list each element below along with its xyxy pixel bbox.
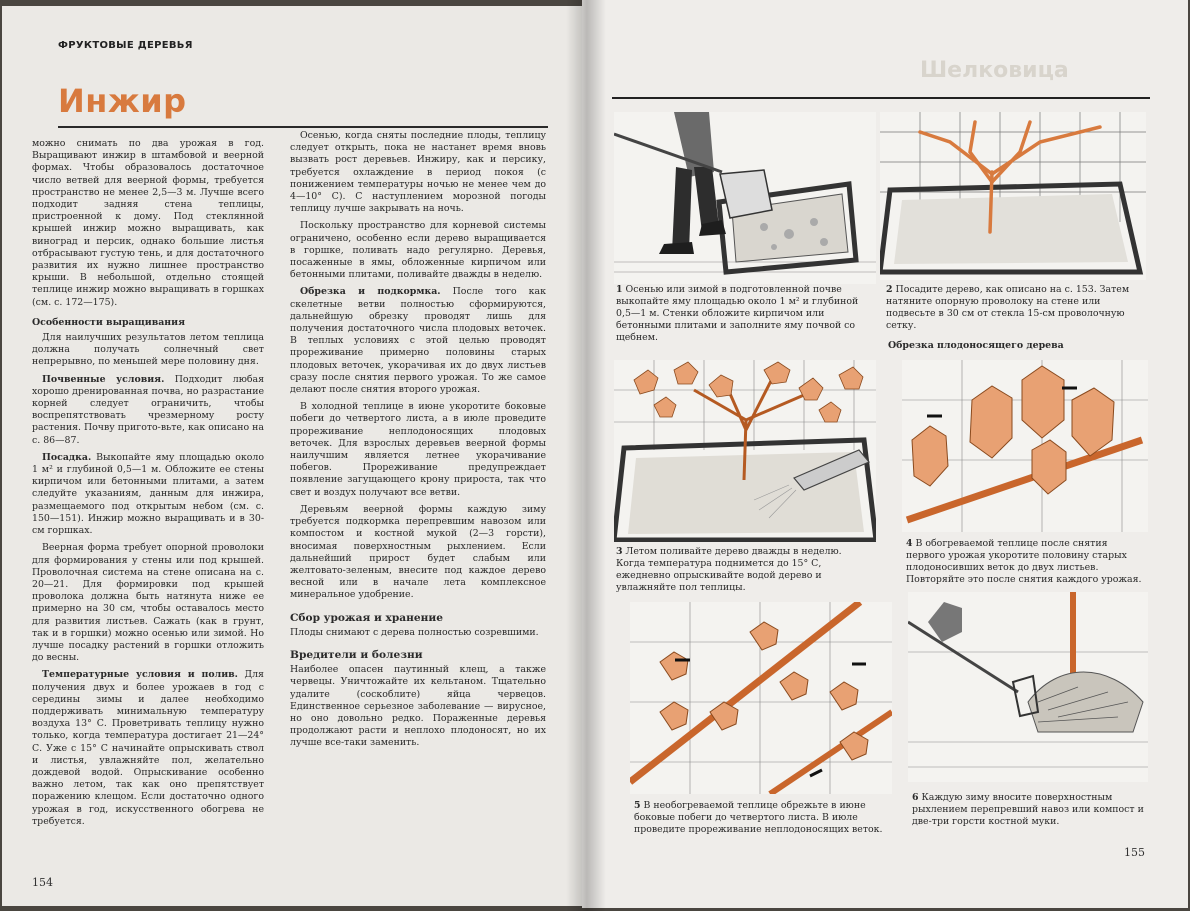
paragraph: Плоды снимают с дерева полностью созревшими. bbox=[290, 626, 539, 638]
caption-text: Каждую зиму вносите поверхностным рыхлением перепревший навоз или компост и две-три горсти костной муки. bbox=[912, 792, 1144, 827]
run-in-heading: Температурные условия и полив. bbox=[42, 669, 238, 681]
caption-text: Летом поливайте дерево дважды в неделю. Когда температура поднимется до 15° С, ежедневно опрыскивайте водой дерево и увлажняйте пол теплицы. bbox=[616, 546, 842, 593]
paragraph-text: Подходит любая хорошо дренированная почва, но разрастание корней следует ограничить, чтобы воспрепятствовать чрезмерному росту растения. Почву пригото-вьте, как описано на с. 86—87. bbox=[32, 373, 265, 446]
paragraph-planting bbox=[32, 452, 264, 537]
caption-number: 4 bbox=[906, 538, 913, 549]
paragraph: Наиболее опасен паутинный клещ, а также червецы. Уничтожайте их кельтаном. Тщательно удалите (соскоблите) яйца червецов. Единственное серьезное заболевание — вирусное, но оно довольно редко. Пораженные деревья продолжают расти и неплохо плодоносят, но их лучше все-таки заменить. bbox=[290, 664, 546, 749]
right-rule bbox=[612, 97, 1150, 99]
paragraph-temperature bbox=[32, 669, 264, 828]
caption-text: В необогреваемой теплице обрежьте в июне боковые побеги до четвертого листа. В июле проведите прореживание неплодоносящих веток. bbox=[634, 800, 883, 835]
run-in-heading: Посадка. bbox=[42, 451, 92, 463]
caption-number: 5 bbox=[634, 800, 641, 811]
subheading-features: Особенности выращивания bbox=[32, 316, 186, 328]
paragraph-text: После того как скелетные ветви полностью сформируются, дальнейшую обрезку проводят лишь для получения достаточного числа плодовых веточек. В теплых условиях с этой целью проводят прореживание примерно половины старых плодовых веточек, укорачивая их до двух листьев сразу после снятия первого урожая. То же самое делают после снятия второго урожая. bbox=[290, 286, 546, 396]
figure-5-pruning-unheated bbox=[630, 602, 892, 794]
caption-text: В обогреваемой теплице после снятия первого урожая укоротите половину старых плодоносивших веток до двух листьев. Повторяйте это после снятия каждого урожая. bbox=[906, 538, 1142, 585]
ghost-title: Шелковица bbox=[920, 58, 1069, 83]
caption-number: 2 bbox=[886, 284, 893, 295]
caption-text: Посадите дерево, как описано на с. 153. Затем натяните опорную проволоку на стене или подвесьте в 30 см от стекла 15-см проволочную сетку. bbox=[886, 284, 1130, 331]
page-title: Инжир bbox=[58, 82, 187, 120]
caption-text: Осенью или зимой в подготовленной почве выкопайте яму площадью около 1 м² и глубиной 0,5—1 м. Стенки обложите кирпичом или бетонными плитами и заполните яму почвой со щебнем. bbox=[616, 284, 859, 343]
paragraph: Поскольку пространство для корневой системы ограничено, особенно если дерево выращивается в горшке, поливать надо регулярно. Деревья, посаженные в ямы, обложенные кирпичом или бетонными плитами, поливайте дважды в неделю. bbox=[290, 220, 546, 281]
figure-1-digging bbox=[614, 112, 876, 284]
run-in-heading: Почвенные условия. bbox=[42, 373, 165, 385]
left-column-2 bbox=[290, 130, 546, 755]
figure-2-planting bbox=[880, 112, 1146, 280]
section-label: ФРУКТОВЫЕ ДЕРЕВЬЯ bbox=[58, 40, 193, 51]
caption-6 bbox=[912, 792, 1150, 828]
page-number-left: 154 bbox=[32, 876, 53, 889]
paragraph: Веерная форма требует опорной проволоки для формирования у стены или под крышей. Проволочная система на стене описана на с. 20—21. Для формировки под крышей проволока должна быть натянута ниже ее примерно на 30 см, чтобы оставалось место для развития листьев. Сажать (как в грунт, так и в горшки) можно осенью или зимой. Но лучше посадку растений в горшки отложить до весны. bbox=[32, 542, 264, 664]
paragraph: Для наилучших результатов летом теплица должна получать солнечный свет непрерывно, по меньшей мере половину дня. bbox=[32, 332, 264, 368]
caption-5 bbox=[634, 800, 894, 836]
caption-number: 1 bbox=[616, 284, 623, 295]
title-rule bbox=[58, 126, 548, 128]
paragraph: Осенью, когда сняты последние плоды, теплицу следует открыть, пока не настанет время вновь вызвать рост деревьев. Инжиру, как и персику, требуется охлаждение в период покоя (с понижением температуры ночью не менее чем до 4—10° С). С наступлением морозной погоды теплицу лучше закрывать на ночь. bbox=[290, 130, 546, 215]
figure-3-watering bbox=[614, 360, 876, 542]
left-column-1 bbox=[32, 138, 264, 833]
subhead-pruning: Обрезка плодоносящего дерева bbox=[888, 340, 1064, 351]
paragraph-pruning bbox=[290, 286, 546, 396]
page-number-right: 155 bbox=[1124, 846, 1145, 859]
paragraph-text: Выкопайте яму площадью около 1 м² и глубиной 0,5—1 м. Обложите ее стены кирпичом или бетонными плитами, а затем следуйте указаниям, данным для инжира, размещаемого под открытым небом (см. с. 150—151). Инжир можно выращивать и в 30-см горшках. bbox=[32, 451, 264, 537]
caption-number: 3 bbox=[616, 546, 623, 557]
figure-6-feeding bbox=[908, 592, 1148, 782]
caption-3 bbox=[616, 546, 872, 594]
run-in-heading: Обрезка и подкормка. bbox=[300, 286, 441, 298]
caption-4 bbox=[906, 538, 1146, 586]
paragraph: В холодной теплице в июне укоротите боковые побеги до четвертого листа, а в июле проведите прореживание неплодоносящих плодовых веточек. Для взрослых деревьев веерной формы наилучшим является летнее укорачивание побегов. Прореживание предупреждает появление загущающего крону прироста, так что свет и воздух получают все ветви. bbox=[290, 401, 546, 498]
paragraph-soil bbox=[32, 374, 264, 447]
caption-1 bbox=[616, 284, 872, 344]
figure-4-pruning-heated bbox=[902, 360, 1148, 532]
paragraph: можно снимать по два урожая в год. Выращивают инжир в штамбовой и веерной формах. Чтобы образовалось достаточное число ветвей для веерной формы, требуется пространство не менее 2,5—3 м. Лучше всего подходит задняя стена теплицы, пристроенной к дому. Под стеклянной крышей инжир можно выращивать, как виноград и персик, однако большие листья отбрасывают густую тень, и для достаточного развития их нужно лишнее пространство крыши. В небольшой, отдельно стоящей теплице инжир можно выращивать в горшках (см. с. 172—175). bbox=[32, 138, 264, 308]
subheading-pests: Вредители и болезни bbox=[290, 648, 423, 661]
paragraph: Деревьям веерной формы каждую зиму требуется подкормка перепревшим навозом или компостом и костной мукой (2—3 горсти), вносимая поверхностным рыхлением. Если дальнейший прирост будет слабым или желтовато-зеленым, внесите под каждое дерево весной или в начале лета комплексное минеральное удобрение. bbox=[290, 503, 546, 601]
caption-number: 6 bbox=[912, 792, 919, 803]
subheading-harvest: Сбор урожая и хранение bbox=[290, 611, 443, 624]
paragraph-text: Для получения двух и более урожаев в год с середины зимы и далее необходимо поддерживать минимальную температуру воздуха 13° С. Проветривать теплицу нужно только, когда температура достигает 21—24° С. Уже с 15° С начинайте опрыскивать ствол и листья, увлажняйте пол, желательно дождевой водой. Опрыскивание особенно важно летом, так как оно препятствует поражению клещом. Если достаточно одного урожая в год, искусственного обогрева не требуется. bbox=[32, 669, 264, 827]
caption-2 bbox=[886, 284, 1144, 332]
